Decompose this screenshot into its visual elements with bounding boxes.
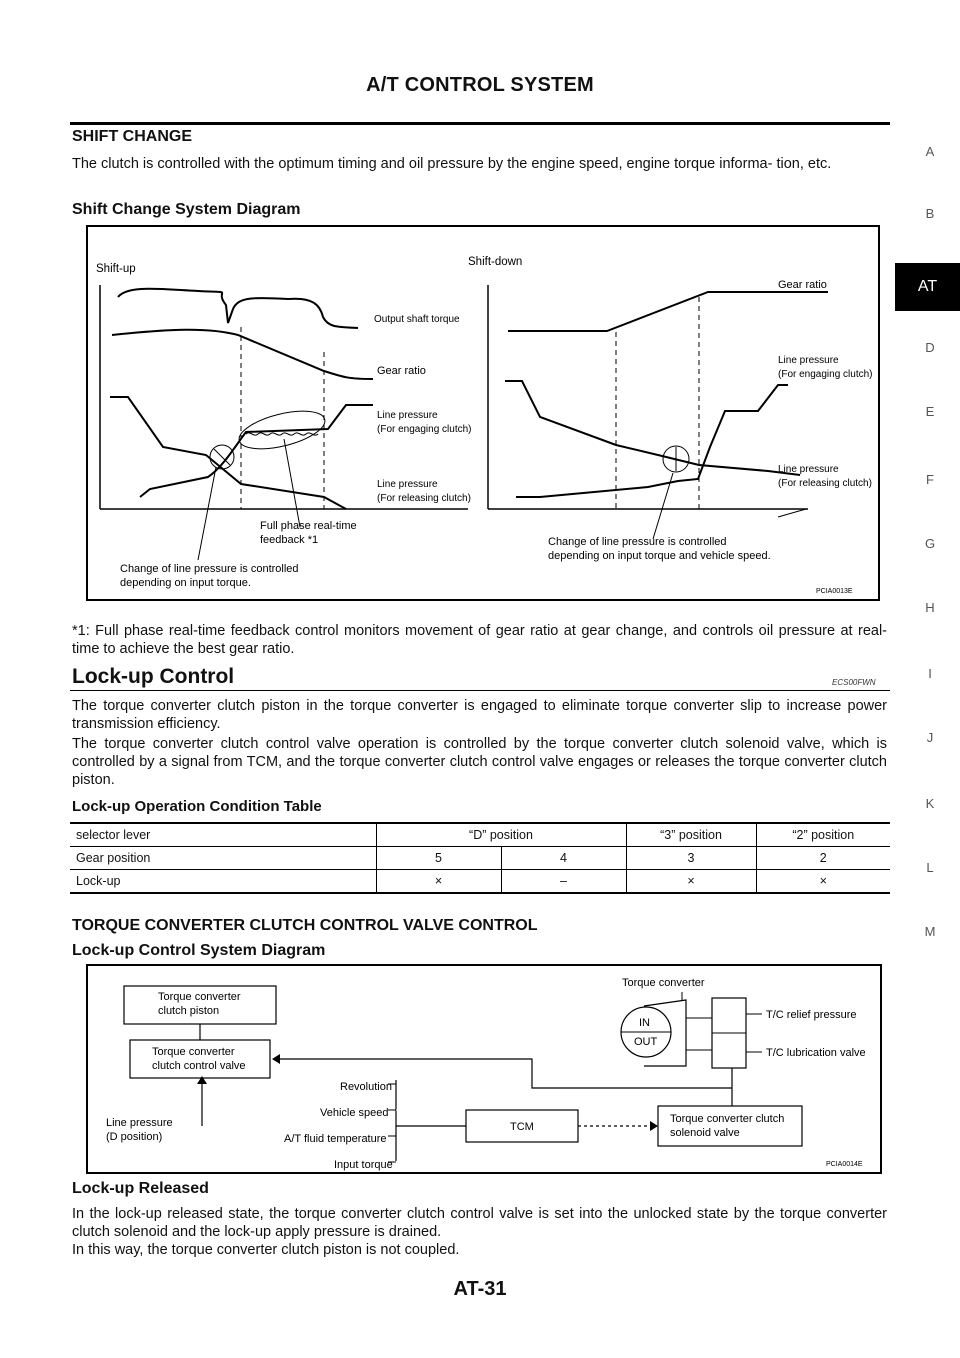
label-down-releasing-1: Line pressure (778, 464, 839, 475)
section-tab-e[interactable]: E (925, 404, 935, 419)
released-para2: In this way, the torque converter clutch piston is not coupled. (72, 1242, 460, 1258)
tcc-heading: TORQUE CONVERTER CLUTCH CONTROL VALVE CONTROL (72, 917, 538, 934)
downshift-releasing-pressure-curve (505, 381, 800, 475)
label-output-shaft-torque: Output shaft torque (374, 314, 460, 325)
input-torque: Input torque (334, 1159, 393, 1171)
label-up-engaging-1: Line pressure (377, 410, 438, 421)
section-tab-l[interactable]: L (926, 860, 934, 875)
table-row (70, 847, 890, 870)
table-cell: 2 (756, 847, 890, 870)
section-tab-f[interactable]: F (926, 472, 934, 487)
lockup-control-diagram (86, 964, 882, 1174)
lockup-rule (70, 690, 890, 691)
label-down-engaging-1: Line pressure (778, 355, 839, 366)
table-cell: Lock-up (76, 874, 121, 888)
page-number: AT-31 (453, 1278, 507, 1300)
table-cell: Gear position (70, 847, 376, 870)
table-cell: × (376, 870, 501, 894)
section-tab-b[interactable]: B (925, 206, 935, 221)
table-cell: × (626, 870, 756, 894)
lubrication-label: T/C lubrication valve (766, 1047, 866, 1059)
section-tab-at-active[interactable]: AT (895, 263, 960, 311)
note-up-1: Change of line pressure is controlled (120, 563, 299, 575)
tcm-label: TCM (510, 1121, 534, 1133)
section-tab-d[interactable]: D (925, 340, 935, 355)
table-cell: “3” position (626, 823, 756, 847)
shift-footnote: *1: Full phase real-time feedback control monitors movement of gear ratio at gear change, and controls oil pressure at real-time to achieve the best gear ratio. (72, 623, 887, 657)
piston-label-1: Torque converter (158, 991, 241, 1003)
solenoid-label-2: solenoid valve (670, 1127, 740, 1139)
lockup-table (70, 822, 890, 894)
table-cell: × (756, 870, 890, 894)
label-downshift-gear-ratio: Gear ratio (778, 279, 827, 291)
section-tab-j[interactable]: J (926, 730, 934, 745)
table-cell: selector lever (70, 823, 376, 847)
shift-change-svg (88, 227, 878, 599)
relief-label: T/C relief pressure (766, 1009, 857, 1021)
valve-label-2: clutch control valve (152, 1060, 246, 1072)
figure-code: PCIA0013E (816, 588, 853, 595)
input-bus-spacer (396, 1110, 466, 1126)
downshift-title: Shift-down (468, 256, 523, 268)
input-revolution: Revolution (340, 1081, 392, 1093)
feedback-leader-line (284, 439, 300, 527)
lockup-control-svg (88, 966, 880, 1172)
released-para: In the lock-up released state, the torque converter clutch control valve is set into the unlocked state by the torque converter clutch solenoid and the lock-up apply pressure is drained. (72, 1206, 887, 1240)
shift-diagram-title: Shift Change System Diagram (72, 201, 301, 218)
note-up-2: depending on input torque. (120, 577, 251, 589)
tcm-signal-arrow (650, 1121, 658, 1131)
upshift-note-leader-line (198, 467, 216, 560)
label-down-releasing-2: (For releasing clutch) (778, 478, 872, 489)
upshift-gear-ratio-curve (112, 330, 373, 379)
label-feedback-2: feedback *1 (260, 534, 319, 546)
section-tab-m[interactable]: M (924, 924, 936, 939)
lockup-para1: The torque converter clutch piston in the torque converter is engaged to eliminate torque converter slip to increase power transmission efficiency. (72, 698, 887, 732)
lockup-heading: Lock-up Control (72, 665, 235, 688)
label-upshift-gear-ratio: Gear ratio (377, 365, 426, 377)
valve-label-1: Torque converter (152, 1046, 235, 1058)
valve-input-arrow (272, 1054, 280, 1064)
table-cell: “D” position (376, 823, 626, 847)
label-down-engaging-2: (For engaging clutch) (778, 369, 873, 380)
lockup-table-title: Lock-up Operation Condition Table (72, 798, 322, 815)
downshift-engaging-pressure-curve (516, 385, 788, 497)
section-tab-k[interactable]: K (925, 796, 935, 811)
label-up-releasing-1: Line pressure (377, 479, 438, 490)
input-vehicle-speed: Vehicle speed (320, 1107, 389, 1119)
table-cell: 5 (376, 847, 501, 870)
lockup-table-wrap (70, 822, 890, 894)
label-feedback-1: Full phase real-time (260, 520, 357, 532)
downshift-gear-ratio-curve (508, 292, 828, 331)
page-header-title: A/T CONTROL SYSTEM (366, 74, 594, 96)
table-cell: 4 (501, 847, 626, 870)
label-up-engaging-2: (For engaging clutch) (377, 424, 472, 435)
table-row (70, 870, 890, 894)
figure-code: PCIA0014E (826, 1161, 863, 1168)
converter-out-label: OUT (634, 1036, 658, 1048)
upshift-title: Shift-up (96, 263, 136, 275)
table-cell: – (501, 870, 626, 894)
solenoid-label-1: Torque converter clutch (670, 1113, 785, 1125)
section-tab-i[interactable]: I (928, 666, 932, 681)
lockup-section-code: ECS00FWN (832, 678, 876, 687)
note-down-1: Change of line pressure is controlled (548, 536, 727, 548)
feedback-ripple (246, 433, 318, 435)
downshift-right-tick (778, 509, 806, 517)
note-down-2: depending on input torque and vehicle speed. (548, 550, 771, 562)
section-tab-g[interactable]: G (924, 536, 936, 551)
header-rule (70, 122, 890, 125)
converter-in-label: IN (639, 1017, 650, 1029)
piston-label-2: clutch piston (158, 1005, 220, 1017)
tcc-diagram-title: Lock-up Control System Diagram (72, 942, 326, 959)
shift-change-text: The clutch is controlled with the optimum timing and oil pressure by the engine speed, engine torque informa- tion, etc. (72, 156, 832, 172)
downshift-note-leader-line (653, 473, 673, 539)
lockup-para2: The torque converter clutch control valve operation is controlled by the torque converter clutch solenoid valve, which is controlled by a signal from TCM, and the torque converter clutch control valve engages or releases the torque converter clutch piston. (72, 736, 887, 788)
upshift-engaging-pressure-curve (140, 405, 373, 497)
label-up-releasing-2: (For releasing clutch) (377, 493, 471, 504)
released-heading: Lock-up Released (72, 1180, 209, 1197)
torque-converter-label: Torque converter (622, 977, 705, 989)
line-pressure-label-1: Line pressure (106, 1117, 173, 1129)
table-cell: 3 (626, 847, 756, 870)
line-pressure-label-2: (D position) (106, 1131, 163, 1143)
table-cell: “2” position (756, 823, 890, 847)
section-tab-a[interactable]: A (925, 144, 935, 159)
shift-change-diagram (86, 225, 880, 601)
solenoid-valve-box (658, 1106, 802, 1146)
section-tab-h[interactable]: H (925, 600, 935, 615)
shift-change-heading: SHIFT CHANGE (72, 128, 192, 145)
input-fluid-temp: A/T fluid temperature (284, 1133, 387, 1145)
table-row (70, 823, 890, 847)
output-shaft-torque-curve (118, 289, 358, 328)
